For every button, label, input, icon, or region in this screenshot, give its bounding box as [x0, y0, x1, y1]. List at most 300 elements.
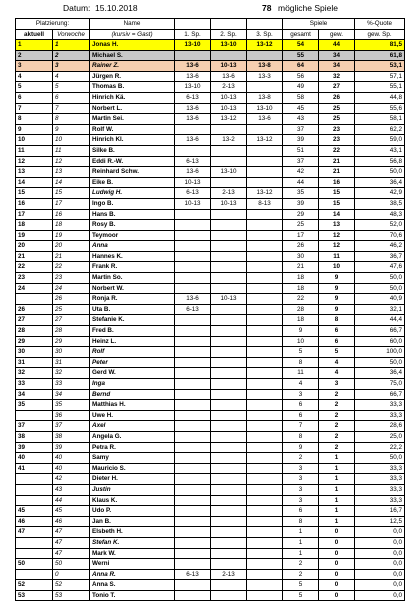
- win-quote-cell: 100,0: [355, 347, 405, 358]
- player-name-cell: Heinz L.: [90, 336, 175, 347]
- game-1-score: 13-6: [175, 167, 211, 178]
- rank-cell: [16, 548, 53, 559]
- game-2-score: [211, 251, 247, 262]
- player-name-cell: Norbert L.: [90, 103, 175, 114]
- game-2-score: [211, 484, 247, 495]
- games-total-cell: 18: [283, 273, 319, 284]
- game-2-score: [211, 50, 247, 61]
- win-quote-cell: 33,3: [355, 495, 405, 506]
- game-3-score: [247, 177, 283, 188]
- win-quote-cell: 52,0: [355, 220, 405, 231]
- game-2-score: [211, 379, 247, 390]
- game-3-score: [247, 516, 283, 527]
- game-1-score: [175, 590, 211, 601]
- table-row: [16, 92, 405, 103]
- game-3-score: [247, 569, 283, 580]
- table-row: [16, 230, 405, 241]
- game-1-score: 6-13: [175, 156, 211, 167]
- prev-rank-cell: 10: [53, 135, 90, 146]
- games-won-cell: 27: [319, 82, 355, 93]
- game-3-score: [247, 273, 283, 284]
- game-3-score: [247, 527, 283, 538]
- game-2-score: [211, 230, 247, 241]
- game-2-score: [211, 357, 247, 368]
- game-1-score: 6-13: [175, 92, 211, 103]
- player-name-cell: Rolf W.: [90, 124, 175, 135]
- game-1-score: [175, 506, 211, 517]
- game-1-score: [175, 474, 211, 485]
- table-row: [16, 368, 405, 379]
- player-name-cell: Rolf: [90, 347, 175, 358]
- game-2-score: 10-13: [211, 92, 247, 103]
- player-name-cell: Matthias H.: [90, 400, 175, 411]
- rank-cell: [16, 410, 53, 421]
- game-2-score: [211, 315, 247, 326]
- table-row: [16, 188, 405, 199]
- game-3-score: 13-12: [247, 40, 283, 51]
- win-quote-cell: 0,0: [355, 590, 405, 601]
- games-total-cell: 54: [283, 40, 319, 51]
- game-2-score: [211, 516, 247, 527]
- player-name-cell: Michael S.: [90, 50, 175, 61]
- game-3-score: [247, 167, 283, 178]
- game-3-score: [247, 220, 283, 231]
- prev-rank-cell: 45: [53, 506, 90, 517]
- table-row: [16, 304, 405, 315]
- prev-rank-cell: 36: [53, 410, 90, 421]
- prev-rank-cell: 47: [53, 548, 90, 559]
- game-3-score: [247, 315, 283, 326]
- table-row: [16, 379, 405, 390]
- win-quote-cell: 33,3: [355, 474, 405, 485]
- games-won-cell: 12: [319, 241, 355, 252]
- game-2-score: [211, 442, 247, 453]
- rank-cell: 1: [16, 40, 53, 51]
- game-2-score: [211, 537, 247, 548]
- game-3-score: [247, 156, 283, 167]
- game-3-score: [247, 294, 283, 305]
- game-3-score: 13-3: [247, 71, 283, 82]
- table-row: [16, 177, 405, 188]
- game-1-score: [175, 410, 211, 421]
- game-1-score: [175, 442, 211, 453]
- rank-cell: 4: [16, 71, 53, 82]
- player-name-cell: Norbert W.: [90, 283, 175, 294]
- games-total-cell: 6: [283, 400, 319, 411]
- rank-cell: 24: [16, 283, 53, 294]
- game-1-score: [175, 453, 211, 464]
- table-row: [16, 145, 405, 156]
- placement-group-header: Platzierung:: [16, 19, 90, 30]
- game-2-score: 13-2: [211, 135, 247, 146]
- prev-rank-cell: 27: [53, 315, 90, 326]
- games-total-cell: 45: [283, 103, 319, 114]
- game-2-score: 10-13: [211, 198, 247, 209]
- win-quote-cell: 0,0: [355, 580, 405, 591]
- table-row: [16, 71, 405, 82]
- games-won-cell: 6: [319, 336, 355, 347]
- rank-cell: 15: [16, 188, 53, 199]
- player-name-cell: Klaus K.: [90, 495, 175, 506]
- games-total-cell: 5: [283, 580, 319, 591]
- game-1-score: [175, 220, 211, 231]
- games-won-cell: 9: [319, 283, 355, 294]
- games-total-cell: 9: [283, 442, 319, 453]
- player-name-cell: Ingo B.: [90, 198, 175, 209]
- games-total-cell: 49: [283, 82, 319, 93]
- game-2-score: [211, 241, 247, 252]
- rank-cell: 16: [16, 198, 53, 209]
- win-quote-cell: 22,2: [355, 442, 405, 453]
- table-row: [16, 283, 405, 294]
- game-2-score: 13-12: [211, 114, 247, 125]
- table-row: [16, 198, 405, 209]
- win-quote-cell: 0,0: [355, 527, 405, 538]
- prev-rank-cell: 46: [53, 516, 90, 527]
- prev-rank-cell: 16: [53, 209, 90, 220]
- games-won-cell: 1: [319, 506, 355, 517]
- prev-rank-cell: 44: [53, 495, 90, 506]
- games-won-cell: 32: [319, 71, 355, 82]
- rank-cell: 41: [16, 463, 53, 474]
- games-total-cell: 56: [283, 71, 319, 82]
- player-name-cell: Stefan K.: [90, 537, 175, 548]
- game-3-score: 13-6: [247, 114, 283, 125]
- game-3-score: [247, 209, 283, 220]
- prev-rank-cell: 38: [53, 431, 90, 442]
- game-1-score: [175, 537, 211, 548]
- game-1-score: 10-13: [175, 177, 211, 188]
- player-name-cell: Werni: [90, 559, 175, 570]
- games-won-cell: 2: [319, 400, 355, 411]
- games-total-cell: 58: [283, 92, 319, 103]
- table-row: [16, 421, 405, 432]
- game-2-score: 13-6: [211, 71, 247, 82]
- games-won-cell: 15: [319, 198, 355, 209]
- game-2-score: [211, 421, 247, 432]
- game-2-score: [211, 590, 247, 601]
- game-3-score: [247, 304, 283, 315]
- prev-rank-cell: 19: [53, 230, 90, 241]
- win-quote-cell: 33,3: [355, 484, 405, 495]
- win-quote-cell: 61,8: [355, 50, 405, 61]
- win-quote-cell: 16,7: [355, 506, 405, 517]
- game-2-score: 13-10: [211, 40, 247, 51]
- prev-rank-cell: 22: [53, 262, 90, 273]
- game-2-score: 10-13: [211, 61, 247, 72]
- rank-cell: 38: [16, 431, 53, 442]
- win-quote-cell: 56,8: [355, 156, 405, 167]
- win-quote-cell: 12,5: [355, 516, 405, 527]
- col-game-1: 1. Sp.: [175, 29, 211, 40]
- table-row: [16, 453, 405, 464]
- games-total-cell: 1: [283, 527, 319, 538]
- games-won-cell: 23: [319, 124, 355, 135]
- player-name-cell: Elsbeth H.: [90, 527, 175, 538]
- player-name-cell: Jan B.: [90, 516, 175, 527]
- game-1-score: [175, 368, 211, 379]
- games-won-cell: 10: [319, 262, 355, 273]
- game-3-score: [247, 241, 283, 252]
- game-3-score: [247, 379, 283, 390]
- game-1-score: [175, 559, 211, 570]
- games-total-cell: 43: [283, 114, 319, 125]
- win-quote-cell: 47,6: [355, 262, 405, 273]
- game-3-score: [247, 421, 283, 432]
- games-total-cell: 3: [283, 463, 319, 474]
- game-1-score: [175, 262, 211, 273]
- player-name-cell: Axel: [90, 421, 175, 432]
- rank-cell: [16, 495, 53, 506]
- game-3-score: [247, 495, 283, 506]
- rank-cell: 28: [16, 326, 53, 337]
- game-1-score: [175, 315, 211, 326]
- game-3-score: [247, 400, 283, 411]
- game-1-score: [175, 336, 211, 347]
- game-1-score: [175, 548, 211, 559]
- game-1-score: [175, 421, 211, 432]
- games-won-cell: 23: [319, 135, 355, 146]
- prev-rank-cell: 11: [53, 145, 90, 156]
- table-row: [16, 103, 405, 114]
- player-name-cell: Jürgen R.: [90, 71, 175, 82]
- game-3-score: [247, 50, 283, 61]
- rank-cell: 19: [16, 230, 53, 241]
- win-quote-cell: 81,5: [355, 40, 405, 51]
- rank-cell: 35: [16, 400, 53, 411]
- game-3-score: 13-12: [247, 135, 283, 146]
- rank-cell: 45: [16, 506, 53, 517]
- games-won-cell: 26: [319, 92, 355, 103]
- game-2-score: 10-13: [211, 294, 247, 305]
- games-won-cell: 12: [319, 230, 355, 241]
- table-row: [16, 389, 405, 400]
- games-won-cell: 34: [319, 50, 355, 61]
- games-total-cell: 1: [283, 548, 319, 559]
- games-total-cell: 8: [283, 516, 319, 527]
- games-won-cell: 1: [319, 474, 355, 485]
- games-won-cell: 9: [319, 304, 355, 315]
- games-won-cell: 1: [319, 516, 355, 527]
- player-name-cell: Hans B.: [90, 209, 175, 220]
- prev-rank-cell: 14: [53, 177, 90, 188]
- prev-rank-cell: 7: [53, 103, 90, 114]
- game-1-score: 13-10: [175, 82, 211, 93]
- game-3-score: [247, 124, 283, 135]
- possible-games-count: 78: [262, 3, 272, 13]
- games-total-cell: 25: [283, 220, 319, 231]
- game-3-score: [247, 590, 283, 601]
- prev-rank-cell: 37: [53, 421, 90, 432]
- rank-cell: 52: [16, 580, 53, 591]
- table-row: [16, 220, 405, 231]
- table-row: [16, 156, 405, 167]
- player-name-cell: Udo P.: [90, 506, 175, 517]
- prev-rank-cell: 15: [53, 188, 90, 199]
- rank-cell: 18: [16, 220, 53, 231]
- games-won-cell: 11: [319, 251, 355, 262]
- games-total-cell: 4: [283, 379, 319, 390]
- game-3-score: [247, 389, 283, 400]
- game-3-score: 13-10: [247, 103, 283, 114]
- game-2-score: [211, 177, 247, 188]
- prev-rank-cell: 47: [53, 537, 90, 548]
- game-2-score: [211, 273, 247, 284]
- game-2-score: [211, 548, 247, 559]
- player-name-cell: Bernd: [90, 389, 175, 400]
- prev-rank-cell: 53: [53, 590, 90, 601]
- table-row: [16, 463, 405, 474]
- player-name-cell: Peter: [90, 357, 175, 368]
- games-total-cell: 2: [283, 569, 319, 580]
- table-row: [16, 548, 405, 559]
- rank-cell: 30: [16, 347, 53, 358]
- game-2-score: [211, 495, 247, 506]
- games-group-header: Spiele: [283, 19, 355, 30]
- table-row: [16, 474, 405, 485]
- empty-header-cell: [211, 19, 247, 30]
- rank-cell: 37: [16, 421, 53, 432]
- table-row: [16, 495, 405, 506]
- game-3-score: [247, 559, 283, 570]
- game-1-score: [175, 145, 211, 156]
- player-name-cell: Mark W.: [90, 548, 175, 559]
- game-2-score: [211, 410, 247, 421]
- player-name-cell: Anna R.: [90, 569, 175, 580]
- games-won-cell: 2: [319, 442, 355, 453]
- games-total-cell: 29: [283, 209, 319, 220]
- games-won-cell: 3: [319, 379, 355, 390]
- rank-cell: 10: [16, 135, 53, 146]
- game-2-score: [211, 283, 247, 294]
- player-name-cell: Tonio T.: [90, 590, 175, 601]
- prev-rank-cell: 24: [53, 283, 90, 294]
- win-quote-cell: 0,0: [355, 569, 405, 580]
- table-row: [16, 167, 405, 178]
- games-won-cell: 2: [319, 410, 355, 421]
- games-won-cell: 14: [319, 209, 355, 220]
- games-won-cell: 44: [319, 40, 355, 51]
- games-total-cell: 64: [283, 61, 319, 72]
- game-2-score: [211, 156, 247, 167]
- win-quote-cell: 0,0: [355, 548, 405, 559]
- games-total-cell: 2: [283, 559, 319, 570]
- table-row: [16, 273, 405, 284]
- prev-rank-cell: 9: [53, 124, 90, 135]
- table-row: [16, 262, 405, 273]
- games-won-cell: 15: [319, 188, 355, 199]
- game-3-score: [247, 474, 283, 485]
- prev-rank-cell: 52: [53, 580, 90, 591]
- player-name-cell: Ronja R.: [90, 294, 175, 305]
- games-total-cell: 10: [283, 336, 319, 347]
- game-1-score: [175, 273, 211, 284]
- game-3-score: [247, 251, 283, 262]
- game-2-score: [211, 336, 247, 347]
- prev-rank-cell: 47: [53, 527, 90, 538]
- game-3-score: [247, 82, 283, 93]
- player-name-cell: Anna S.: [90, 580, 175, 591]
- game-1-score: [175, 241, 211, 252]
- game-3-score: [247, 336, 283, 347]
- table-row: [16, 559, 405, 570]
- rank-cell: 12: [16, 156, 53, 167]
- ranking-table: [15, 18, 405, 601]
- table-row: [16, 124, 405, 135]
- game-1-score: [175, 484, 211, 495]
- win-quote-cell: 28,6: [355, 421, 405, 432]
- table-row: [16, 294, 405, 305]
- table-row: [16, 590, 405, 601]
- game-2-score: [211, 209, 247, 220]
- player-name-cell: Frank R.: [90, 262, 175, 273]
- rank-cell: 14: [16, 177, 53, 188]
- player-name-cell: Hinrich Kä.: [90, 92, 175, 103]
- rank-cell: 27: [16, 315, 53, 326]
- table-row: [16, 580, 405, 591]
- prev-rank-cell: 28: [53, 326, 90, 337]
- game-3-score: [247, 326, 283, 337]
- games-won-cell: 1: [319, 453, 355, 464]
- game-2-score: [211, 262, 247, 273]
- rank-cell: 6: [16, 92, 53, 103]
- prev-rank-cell: 0: [53, 569, 90, 580]
- win-quote-cell: 50,0: [355, 283, 405, 294]
- player-name-cell: Martin Sei.: [90, 114, 175, 125]
- table-row: [16, 114, 405, 125]
- game-3-score: [247, 368, 283, 379]
- win-quote-cell: 58,1: [355, 114, 405, 125]
- game-3-score: [247, 283, 283, 294]
- name-subheader: (kursiv = Gast): [90, 29, 175, 40]
- game-3-score: [247, 537, 283, 548]
- prev-rank-cell: 3: [53, 61, 90, 72]
- game-2-score: [211, 463, 247, 474]
- games-total-cell: 37: [283, 124, 319, 135]
- game-1-score: 13-6: [175, 294, 211, 305]
- prev-rank-cell: 2: [53, 50, 90, 61]
- game-3-score: [247, 262, 283, 273]
- games-won-cell: 0: [319, 527, 355, 538]
- game-2-score: [211, 145, 247, 156]
- prev-rank-cell: 29: [53, 336, 90, 347]
- games-total-cell: 28: [283, 304, 319, 315]
- col-game-2: 2. Sp.: [211, 29, 247, 40]
- win-quote-cell: 50,0: [355, 273, 405, 284]
- table-row: [16, 61, 405, 72]
- game-2-score: [211, 304, 247, 315]
- win-quote-cell: 33,3: [355, 400, 405, 411]
- prev-rank-cell: 40: [53, 463, 90, 474]
- games-total-cell: 18: [283, 283, 319, 294]
- win-quote-cell: 59,0: [355, 135, 405, 146]
- win-quote-cell: 44,8: [355, 92, 405, 103]
- win-quote-cell: 50,0: [355, 453, 405, 464]
- games-total-cell: 22: [283, 294, 319, 305]
- table-row: [16, 431, 405, 442]
- win-quote-cell: 40,9: [355, 294, 405, 305]
- player-name-cell: Inga: [90, 379, 175, 390]
- games-won-cell: 1: [319, 495, 355, 506]
- prev-rank-cell: 1: [53, 40, 90, 51]
- player-name-cell: Eike B.: [90, 177, 175, 188]
- possible-games-label: mögliche Spiele: [278, 3, 339, 13]
- rank-cell: 34: [16, 389, 53, 400]
- game-3-score: [247, 463, 283, 474]
- table-row: [16, 326, 405, 337]
- prev-rank-cell: 6: [53, 92, 90, 103]
- rank-cell: [16, 569, 53, 580]
